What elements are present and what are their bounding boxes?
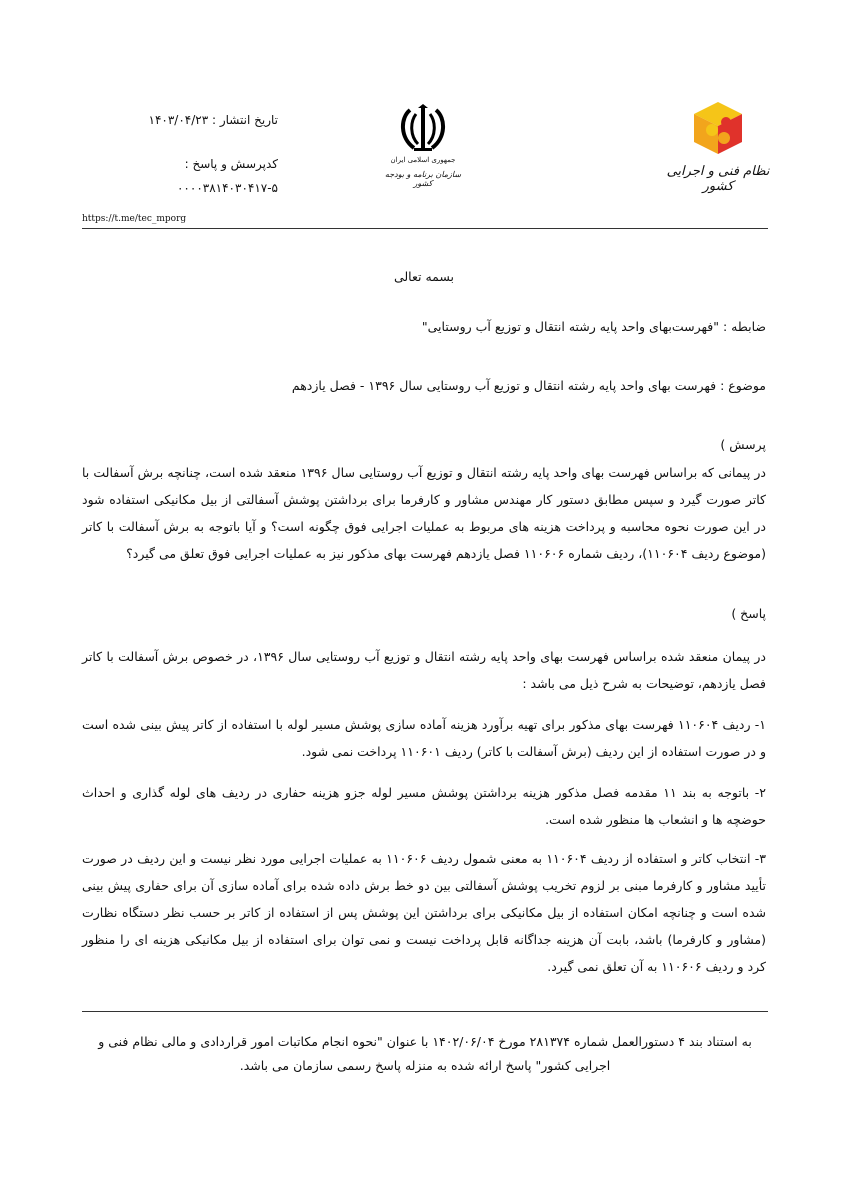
cube-logo-icon — [690, 100, 746, 158]
emblem-icon — [396, 104, 450, 154]
logo-caption: نظام فنی و اجرایی کشور — [666, 164, 770, 194]
question-heading: پرسش ) — [720, 437, 766, 452]
answer-item-1: ۱- ردیف ۱۱۰۶۰۴ فهرست بهای مذکور برای تهیه برآورد هزینه آماده سازی پوشش مسیر لوله با استفاده از کاتر پیش بینی شده است و در صورت استفاده از این ردیف (برش آسفالت با کاتر) ردیف ۱۱۰۶۰۱ پرداخت نمی شود. — [82, 717, 766, 759]
bismillah: بسمه تعالی — [393, 269, 455, 284]
qa-code-label: کدپرسش و پاسخ : — [184, 157, 278, 171]
footer-divider — [82, 1011, 768, 1012]
publish-date: تاریخ انتشار : ۱۴۰۳/۰۴/۲۳ — [148, 113, 278, 127]
header-divider — [82, 228, 768, 229]
answer-item-2: ۲- باتوجه به بند ۱۱ مقدمه فصل مذکور هزینه برداشتن پوشش مسیر لوله جزو هزینه حفاری در ردیف های لوله گذاری و احداث حوضچه ها و انشعاب ها منظور شده است. — [82, 785, 766, 827]
emblem-caption-country: جمهوری اسلامی ایران — [390, 156, 456, 164]
telegram-link[interactable]: https://t.me/tec_mporg — [82, 214, 187, 224]
subject-line: موضوع : فهرست بهای واحد پایه رشته انتقال و توزیع آب روستایی سال ۱۳۹۶ - فصل یازدهم — [291, 378, 766, 393]
technical-system-logo — [666, 100, 770, 196]
qa-code: ۰۰۰۰۳۸۱۴۰۳۰۴۱۷-۵ — [176, 181, 278, 195]
official-note: به استناد بند ۴ دستورالعمل شماره ۲۸۱۳۷۴ مورخ ۱۴۰۲/۰۶/۰۴ با عنوان "نحوه انجام مکاتبات امور قراردادی و مالی نظام فنی و اجرایی کشور" پاسخ ارائه شده به منزله پاسخ رسمی سازمان می باشد. — [98, 1034, 752, 1073]
answer-intro: در پیمان منعقد شده براساس فهرست بهای واحد پایه رشته انتقال و توزیع آب روستایی سال ۱۳۹۶، در خصوص برش آسفالت با کاتر فصل یازدهم، توضیحات به شرح ذیل می باشد : — [82, 649, 767, 691]
answer-item-3: ۳- انتخاب کاتر و استفاده از ردیف ۱۱۰۶۰۴ به معنی شمول ردیف ۱۱۰۶۰۶ به عملیات اجرایی مورد نظر نیست و این ردیف در صورت تأیید مشاور و کارفرما مبنی بر لزوم تخریب پوشش آسفالتی بین دو خط برش داده شده برای آماده سازی آن برای حفاری پیش بینی شده است و چنانچه امکان استفاده از بیل مکانیکی برای برداشتن این پوشش پس از استفاده از کاتر بر حسب نظر دستگاه نظارت (مشاور و کارفرما) باشد، بابت آن هزینه جداگانه قابل پرداخت نیست و نمی توان برای استفاده از بیل مکانیکی هزینه ای را منظور کرد و ردیف ۱۱۰۶۰۶ به آن تعلق نمی گیرد. — [82, 851, 766, 974]
question-body: در پیمانی که براساس فهرست بهای واحد پایه رشته انتقال و توزیع آب روستایی سال ۱۳۹۶ منعقد شده است، چنانچه برش آسفالت با کاتر صورت گیرد و سپس مطابق دستور کار مهندس مشاور و کارفرما برای برداشتن پوشش آسفالتی از بیل مکانیکی استفاده شود در این صورت نحوه محاسبه و پرداخت هزینه های مربوط به عملیات اجرایی فوق چگونه است؟ و آیا باتوجه به برش آسفالت با کاتر (موضوع ردیف ۱۱۰۶۰۴)، ردیف شماره ۱۱۰۶۰۶ فصل یازدهم فهرست بهای مذکور نیز به عملیات اجرایی فوق تعلق می گیرد؟ — [82, 465, 766, 561]
rule-title: ضابطه : "فهرست‌بهای واحد پایه رشته انتقال و توزیع آب روستایی" — [421, 319, 766, 334]
answer-heading: پاسخ ) — [731, 606, 766, 621]
emblem-caption-organization: سازمان برنامه و بودجه کشور — [384, 170, 462, 188]
iran-emblem — [378, 104, 468, 200]
